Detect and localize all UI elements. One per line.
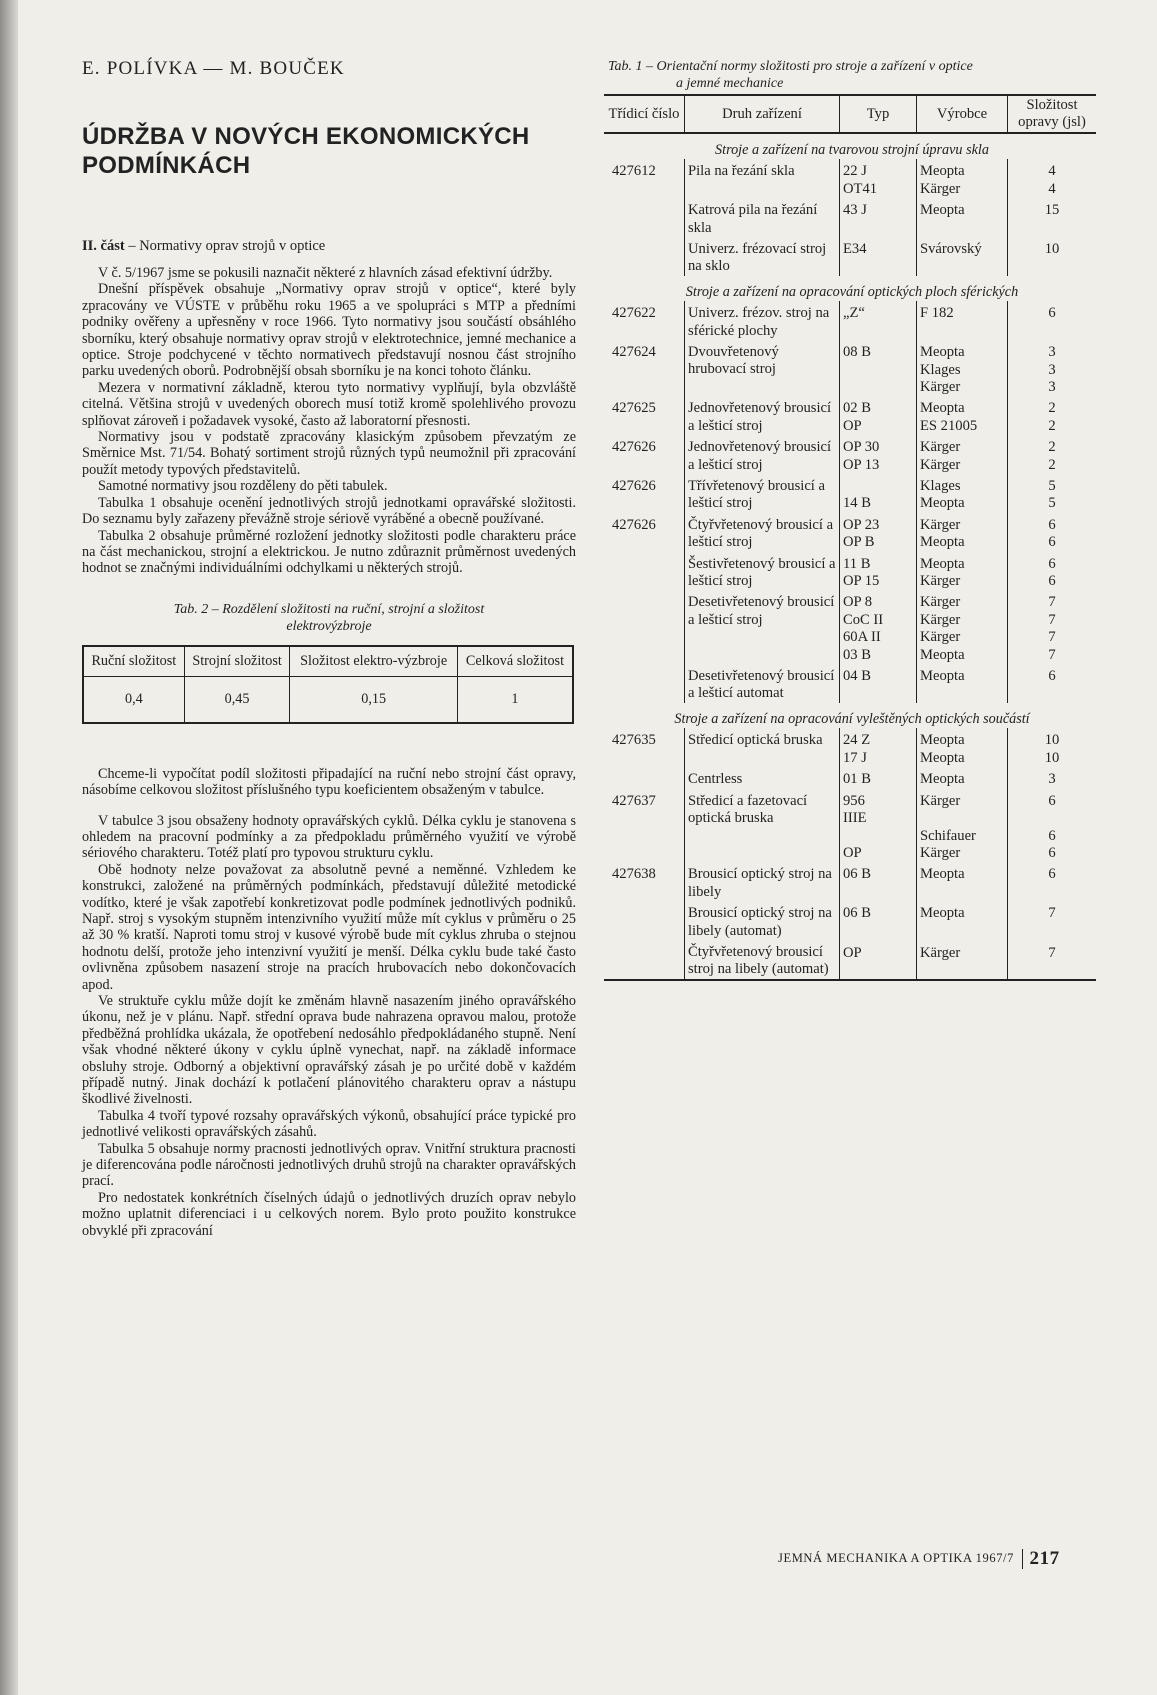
manufacturer-cell [917, 901, 1008, 940]
body-paragraph: V č. 5/1967 jsme se pokusili naznačit některé z hlavních zásad efektivní údržby. [98, 265, 553, 281]
table1-header: Třídicí číslo [604, 95, 685, 133]
body-paragraph: Chceme-li vypočítat podíl složitosti připadající na ruční nebo strojní část opravy, násobíme celkovou složitost příslušného typu koeficientem obsaženým v tabulce. [82, 765, 576, 799]
machine-name: Dvouvřetenový hrubovací stroj [685, 340, 840, 396]
machine-name: Katrová pila na řezání skla [685, 198, 840, 237]
machine-type-cell [840, 940, 917, 980]
repair-complexity: 6 [1048, 305, 1056, 322]
table1-row [604, 862, 1096, 901]
class-number [604, 664, 685, 703]
repair-complexity: 3 [1048, 361, 1056, 378]
machine-name: Brousicí optický stroj na libely [685, 862, 840, 901]
body-paragraph: Pro nedostatek konkrétních číselných údajů o jednotlivých druzích oprav nebylo možno uplatnit diferenciaci i u celkových norem. Bylo proto použito konstrukce obvyklé při zpracování [82, 1189, 576, 1239]
class-number [604, 901, 685, 940]
repair-complexity-cell [1008, 940, 1097, 980]
machine-type-cell [840, 198, 917, 237]
section-heading [82, 238, 576, 255]
body-paragraph: Tabulka 5 obsahuje normy pracnosti jednotlivých oprav. Vnitřní struktura pracnosti je diferencována podle náročnosti jednotlivých druhů strojů na charakter opravářských prací. [82, 1140, 576, 1190]
repair-complexity: 6 [1048, 555, 1056, 572]
machine-type-cell [840, 590, 917, 664]
manufacturer: Kärger [920, 844, 961, 861]
table2-cell: 0,45 [184, 676, 290, 723]
manufacturer: Meopta [920, 495, 965, 512]
repair-complexity: 6 [1048, 827, 1056, 844]
machine-type: OP 8 [843, 594, 873, 611]
machine-type: OP 15 [843, 573, 880, 590]
machine-type: 08 B [843, 344, 871, 361]
repair-complexity-cell [1008, 590, 1097, 664]
repair-complexity: 5 [1048, 495, 1056, 512]
table2 [82, 645, 574, 724]
table1-header: Výrobce [917, 95, 1008, 133]
repair-complexity: 7 [1048, 646, 1056, 663]
table2-cell: 1 [511, 690, 519, 707]
machine-type: 02 B [843, 400, 871, 417]
machine-type-cell [840, 664, 917, 703]
manufacturer-cell [917, 767, 1008, 789]
class-number: 427622 [604, 301, 685, 340]
manufacturer: Kärger [920, 944, 961, 961]
manufacturer: Meopta [920, 668, 965, 684]
table1-section-row [604, 276, 1096, 301]
repair-complexity-cell [1008, 789, 1097, 863]
class-number [604, 237, 685, 276]
table1-header: Složitost opravy (jsl) [1008, 95, 1097, 133]
machine-type: 17 J [843, 749, 867, 766]
repair-complexity-cell [1008, 513, 1097, 552]
machine-type: OP [843, 944, 862, 961]
table1-row [604, 474, 1096, 513]
repair-complexity: 6 [1048, 668, 1056, 684]
table1-row [604, 728, 1096, 767]
machine-type: 24 Z [843, 732, 871, 749]
manufacturer: Meopta [920, 202, 965, 219]
manufacturer: Meopta [920, 344, 965, 361]
repair-complexity-cell [1008, 301, 1097, 340]
article-title: ÚDRŽBA V NOVÝCH EKONOMICKÝCH PODMÍNKÁCH [82, 123, 530, 179]
machine-type: OP [843, 417, 862, 434]
repair-complexity: 6 [1048, 534, 1056, 551]
table2-caption-line2: elektrovýzbroje [286, 618, 372, 634]
machine-name: Pila na řezání skla [685, 159, 840, 198]
machine-type-cell [840, 789, 917, 863]
machine-type-cell [840, 901, 917, 940]
table1-header: Typ [840, 95, 917, 133]
repair-complexity-cell [1008, 728, 1097, 767]
manufacturer-cell [917, 159, 1008, 198]
manufacturer: Meopta [920, 646, 965, 663]
body-paragraph: Normativy jsou v podstatě zpracovány klasickým způsobem převzatým ze Směrnice Mst. 71/54. Bohatý sortiment strojů různých typů neumožnil při zpracování použít metody typových představitelů. [82, 429, 576, 478]
repair-complexity: 15 [1044, 202, 1060, 219]
machine-type: 43 J [843, 202, 867, 219]
machine-type: OT41 [843, 180, 878, 197]
table1-body [604, 133, 1096, 980]
manufacturer: Meopta [920, 732, 965, 749]
repair-complexity-cell [1008, 664, 1097, 703]
machine-type: 06 B [843, 905, 871, 922]
manufacturer-cell [917, 198, 1008, 237]
table1-section-title: Stroje a zařízení na opracování optických ploch sférických [685, 283, 1019, 300]
repair-complexity: 10 [1044, 241, 1060, 257]
class-number: 427626 [604, 435, 685, 474]
manufacturer: Meopta [920, 905, 965, 922]
manufacturer: Kärger [920, 439, 961, 456]
machine-type-cell [840, 435, 917, 474]
table1-section-title: Stroje a zařízení na opracování vyleštěných optických součástí [674, 710, 1030, 727]
class-number: 427625 [604, 396, 685, 435]
left-column [82, 58, 576, 1239]
section-heading-rest: – Normativy oprav strojů v optice [124, 238, 326, 254]
manufacturer-cell [917, 301, 1008, 340]
manufacturer: Meopta [920, 749, 965, 766]
machine-type-cell [840, 862, 917, 901]
body-paragraph: Tabulka 1 obsahuje ocenění jednotlivých strojů jednotkami opravářské složitosti. Do seznamu byly zařazeny převážně stroje sériově vyráběné a obecně používané. [82, 494, 576, 528]
body-paragraph: Samotné normativy jsou rozděleny do pěti tabulek. [98, 478, 388, 495]
manufacturer: Kärger [920, 792, 961, 809]
machine-type: 01 B [843, 771, 871, 788]
machine-name: Šestivřetenový brousicí a lešticí stroj [685, 552, 840, 591]
table2-value-row [83, 676, 573, 723]
page-footer [778, 1548, 1060, 1570]
manufacturer-cell [917, 789, 1008, 863]
table1-caption [604, 58, 1096, 92]
repair-complexity: 2 [1048, 439, 1056, 456]
table1-header: Druh zařízení [685, 95, 840, 133]
repair-complexity: 10 [1044, 732, 1060, 749]
manufacturer: ES 21005 [920, 417, 978, 434]
machine-type: OP B [843, 534, 875, 551]
machine-type: 14 B [843, 495, 871, 512]
class-number: 427624 [604, 340, 685, 396]
repair-complexity: 4 [1048, 163, 1056, 180]
table2-header: Složitost elektro-výzbroje [290, 646, 457, 677]
machine-type: IIIE [843, 810, 867, 827]
table2-caption-line1: Tab. 2 – Rozdělení složitosti na ruční, strojní a složitost [173, 601, 485, 617]
machine-name: Centrless [685, 767, 840, 789]
manufacturer: Kärger [920, 378, 961, 395]
manufacturer: Meopta [920, 866, 965, 883]
manufacturer-cell [917, 435, 1008, 474]
machine-type: 04 B [843, 668, 871, 684]
table1-row [604, 340, 1096, 396]
repair-complexity-cell [1008, 474, 1097, 513]
machine-type-cell [840, 767, 917, 789]
repair-complexity: 7 [1048, 611, 1056, 628]
body-paragraph: Ve struktuře cyklu může dojít ke změnám hlavně nasazením jiného opravářského úkonu, než je v plánu. Např. střední oprava bude nahrazena opravou malou, protože předběžná prohlídka ukázala, že opotřebení nedosáhlo předpokládaného stupně. Není však vhodné některé úkony v cyklu úplně vynechat, např. na základě informace obsluhy stroje. Odborný a objektivní opravářský zásah je po určité době v každém případě nutný. Jinak dochází k potlačení plánovitého charakteru oprav a nástupu škodlivé živelnosti. [82, 993, 576, 1108]
table1-row [604, 940, 1096, 980]
repair-complexity: 3 [1048, 344, 1056, 361]
table1-section-row [604, 133, 1096, 159]
machine-type: E34 [843, 241, 867, 257]
machine-type: 22 J [843, 163, 867, 180]
manufacturer: Meopta [920, 163, 965, 180]
repair-complexity: 6 [1048, 792, 1056, 809]
table1-row [604, 664, 1096, 703]
repair-complexity: 6 [1048, 516, 1056, 533]
machine-name: Univerz. frézov. stroj na sférické plochy [685, 301, 840, 340]
manufacturer-cell [917, 728, 1008, 767]
table1-row [604, 435, 1096, 474]
table2-header-row [83, 646, 573, 677]
machine-type: OP 23 [843, 516, 880, 533]
table1-row [604, 513, 1096, 552]
manufacturer: F 182 [920, 305, 954, 322]
repair-complexity-cell [1008, 767, 1097, 789]
table1-header-row [604, 95, 1096, 133]
machine-type-cell [840, 301, 917, 340]
manufacturer-cell [917, 940, 1008, 980]
body-paragraph: Mezera v normativní základně, kterou tyto normativy vyplňují, byla obzvláště citelná. Většina strojů v uvedených oborech musí totiž kromě spolehlivého provozu splňovat zároveň i požadavek vysoké, často až laboratorní přesnosti. [82, 379, 576, 429]
table2-cell: 0,15 [290, 676, 457, 723]
machine-type-cell [840, 159, 917, 198]
class-number: 427638 [604, 862, 685, 901]
machine-name: Jednovřetenový brousicí a lešticí stroj [685, 435, 840, 474]
table1 [604, 94, 1096, 981]
machine-name: Středicí a fazetovací optická bruska [685, 789, 840, 863]
table1-row [604, 396, 1096, 435]
repair-complexity: 7 [1048, 629, 1056, 646]
repair-complexity: 2 [1048, 456, 1056, 473]
manufacturer: Kärger [920, 573, 961, 590]
footer-journal: JEMNÁ MECHANIKA A OPTIKA 1967/7 [778, 1550, 1014, 1565]
body-paragraph: Dnešní příspěvek obsahuje „Normativy oprav strojů v optice“, které byly zpracovány ve VÚSTE v průběhu roku 1965 a ve spolupráci s MTP a předními podniky ověřeny a upřesněny v roce 1966. Tyto normativy jsou součástí obsáhlého sborníku, který obsahuje normativy oprav strojů v elektrotechnice, jemné mechanice a optice. Stroje podchycené v těchto normativech představují nosnou část strojního parku uvedených oborů. Podrobnější obsah sborníku je na konci tohoto článku. [82, 281, 576, 380]
repair-complexity: 10 [1044, 749, 1060, 766]
machine-type: 956 [843, 792, 865, 809]
repair-complexity: 7 [1048, 944, 1056, 961]
page-binding-shadow [0, 0, 18, 1695]
machine-name: Středicí optická bruska [685, 728, 840, 767]
manufacturer-cell [917, 590, 1008, 664]
paragraphs-coefficient [82, 766, 576, 799]
article-authors: E. POLÍVKA — M. BOUČEK [82, 58, 345, 79]
manufacturer: Klages [920, 361, 961, 378]
class-number: 427626 [604, 513, 685, 552]
repair-complexity: 6 [1048, 844, 1056, 861]
class-number [604, 590, 685, 664]
manufacturer: Schifauer [920, 827, 976, 844]
machine-name: Desetivřetenový brousicí a lešticí automat [685, 664, 840, 703]
manufacturer-cell [917, 340, 1008, 396]
body-paragraph: Tabulka 4 tvoří typové rozsahy opravářských výkonů, obsahující práce typické pro jednotlivé velikosti opravářských zásahů. [82, 1107, 576, 1141]
machine-type: 06 B [843, 866, 871, 883]
paragraphs-intro [82, 265, 576, 577]
machine-name: Třívřetenový brousicí a lešticí stroj [685, 474, 840, 513]
table1-section-row [604, 703, 1096, 728]
repair-complexity-cell [1008, 340, 1097, 396]
table1-row [604, 301, 1096, 340]
class-number [604, 940, 685, 980]
table2-header: Strojní složitost [184, 646, 290, 677]
manufacturer: Kärger [920, 594, 961, 611]
repair-complexity: 3 [1048, 771, 1056, 787]
manufacturer-cell [917, 552, 1008, 591]
repair-complexity-cell [1008, 237, 1097, 276]
repair-complexity: 2 [1048, 400, 1056, 417]
repair-complexity-cell [1008, 862, 1097, 901]
repair-complexity-cell [1008, 198, 1097, 237]
machine-name: Desetivřetenový brousicí a lešticí stroj [685, 590, 840, 664]
machine-type: CoC II [843, 611, 884, 628]
manufacturer-cell [917, 396, 1008, 435]
machine-type [843, 478, 913, 495]
right-column [604, 58, 1096, 981]
page-number: 217 [1029, 1548, 1060, 1569]
table1-row [604, 789, 1096, 863]
manufacturer: Klages [920, 478, 961, 494]
machine-name: Brousicí optický stroj na libely (automat) [685, 901, 840, 940]
repair-complexity-cell [1008, 552, 1097, 591]
class-number: 427626 [604, 474, 685, 513]
repair-complexity: 6 [1048, 573, 1056, 590]
repair-complexity: 2 [1048, 417, 1056, 434]
manufacturer: Meopta [920, 534, 965, 551]
machine-type: 03 B [843, 646, 871, 663]
repair-complexity-cell [1008, 396, 1097, 435]
class-number: 427637 [604, 789, 685, 863]
table1-section-title: Stroje a zařízení na tvarovou strojní úpravu skla [715, 142, 989, 158]
machine-type-cell [840, 237, 917, 276]
table1-row [604, 552, 1096, 591]
machine-type-cell [840, 396, 917, 435]
table1-row [604, 767, 1096, 789]
repair-complexity: 7 [1048, 905, 1056, 922]
repair-complexity-cell [1008, 901, 1097, 940]
machine-name: Čtyřvřetenový brousicí stroj na libely (automat) [685, 940, 840, 980]
table1-caption-line2: a jemné mechanice [676, 76, 784, 91]
manufacturer-cell [917, 862, 1008, 901]
class-number: 427612 [604, 159, 685, 198]
class-number [604, 198, 685, 237]
machine-type: OP [843, 844, 862, 861]
manufacturer [920, 810, 1004, 827]
machine-type-cell [840, 340, 917, 396]
table1-row [604, 237, 1096, 276]
machine-type: OP 30 [843, 439, 880, 456]
table1-caption-line1: Tab. 1 – Orientační normy složitosti pro stroje a zařízení v optice [608, 59, 973, 74]
repair-complexity: 6 [1048, 866, 1056, 883]
machine-name: Jednovřetenový brousicí a lešticí stroj [685, 396, 840, 435]
manufacturer: Meopta [920, 771, 965, 787]
paragraphs-cycles [82, 813, 576, 1240]
body-paragraph: V tabulce 3 jsou obsaženy hodnoty opravářských cyklů. Délka cyklu je stanovena s ohledem na pracovní podmínky a za předpokladu průměrného využití ve výrobě sériového charakteru. Totéž platí pro typovou strukturu cyklu. [82, 812, 576, 862]
class-number: 427635 [604, 728, 685, 767]
manufacturer: Svárovský [920, 241, 982, 257]
class-number [604, 767, 685, 789]
table1-row [604, 159, 1096, 198]
machine-type: „Z“ [843, 305, 865, 322]
machine-type: 11 B [843, 555, 871, 572]
section-heading-bold: II. část [82, 238, 125, 254]
table1-row [604, 198, 1096, 237]
repair-complexity: 5 [1048, 478, 1056, 494]
machine-type-cell [840, 552, 917, 591]
machine-type: OP 13 [843, 456, 880, 473]
manufacturer: Meopta [920, 400, 965, 417]
manufacturer: Kärger [920, 516, 961, 533]
manufacturer-cell [917, 664, 1008, 703]
machine-type-cell [840, 513, 917, 552]
machine-type [843, 828, 913, 845]
footer-separator [1022, 1549, 1024, 1569]
table2-header: Celková složitost [457, 646, 573, 677]
table2-header: Ruční složitost [83, 646, 184, 677]
repair-complexity: 3 [1048, 378, 1056, 395]
manufacturer-cell [917, 474, 1008, 513]
repair-complexity-cell [1008, 159, 1097, 198]
manufacturer: Kärger [920, 456, 961, 473]
repair-complexity-cell [1008, 435, 1097, 474]
body-paragraph: Obě hodnoty nelze považovat za absolutně pevné a neměnné. Vzhledem ke konstrukci, založené na průměrných podmínkách, představují důležité metodické vodítko, které je však zapotřebí konkretizovat podle podmínek jednotlivých podniků. Např. stroj s vysokým stupněm intenzivního využití může mít cyklus v průměru o 25 až 30 % kratší. Naproti tomu stroj v kusové výrobě bude mít cyklus zhruba o stejnou hodnotu delší, protože jeho intenzivní využití je menší. Délka cyklu bude také často ovlivněna způsobem nasazení stroje na pracích hrubovacích nebo dokončovacích apod. [82, 861, 576, 993]
machine-name: Univerz. frézovací stroj na sklo [685, 237, 840, 276]
manufacturer: Meopta [920, 555, 965, 572]
table1-row [604, 901, 1096, 940]
machine-type-cell [840, 728, 917, 767]
repair-complexity: 7 [1048, 594, 1056, 611]
manufacturer-cell [917, 513, 1008, 552]
repair-complexity [1011, 810, 1093, 827]
machine-name: Čtyřvřetenový brousicí a lešticí stroj [685, 513, 840, 552]
body-paragraph: Tabulka 2 obsahuje průměrné rozložení jednotky složitosti podle charakteru práce na část mechanickou, strojní a elektrickou. Je nutno zdůraznit průměrnost uvedených hodnot se značnými individuálními odchylkami u některých strojů. [82, 527, 576, 577]
machine-type: 60A II [843, 629, 881, 646]
table2-cell: 0,4 [83, 676, 184, 723]
class-number [604, 552, 685, 591]
manufacturer: Kärger [920, 629, 961, 646]
repair-complexity: 4 [1048, 180, 1056, 197]
manufacturer-cell [917, 237, 1008, 276]
table2-caption [82, 601, 576, 635]
table1-row [604, 590, 1096, 664]
manufacturer: Kärger [920, 611, 961, 628]
machine-type-cell [840, 474, 917, 513]
manufacturer: Kärger [920, 180, 961, 197]
